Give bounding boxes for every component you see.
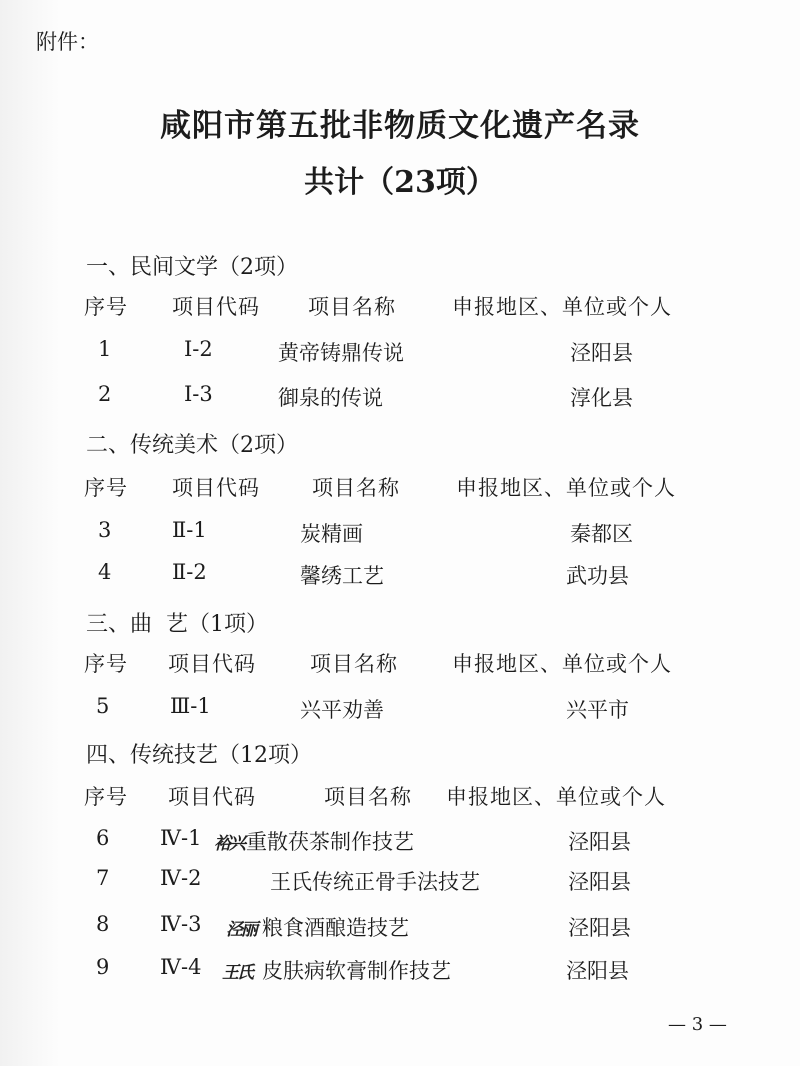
- row-region: 淳化县: [570, 386, 633, 410]
- row-num: 9: [96, 955, 110, 979]
- row-name: 粮食酒酿造技艺: [262, 916, 409, 940]
- header-name: 项目名称: [312, 476, 400, 500]
- handwritten-annotation: 泾丽: [226, 920, 256, 940]
- header-code: 项目代码: [172, 476, 260, 500]
- table-row: [0, 912, 800, 946]
- row-code: Ⅳ-2: [160, 866, 202, 890]
- header-region: 申报地区、单位或个人: [456, 476, 676, 500]
- table-row: [0, 866, 800, 900]
- row-num: 7: [96, 866, 110, 890]
- row-region: 泾阳县: [568, 916, 631, 940]
- row-name: 馨绣工艺: [300, 564, 384, 588]
- header-code: 项目代码: [168, 652, 256, 676]
- header-code: 项目代码: [172, 295, 260, 319]
- row-num: 2: [98, 382, 112, 406]
- row-region: 泾阳县: [570, 341, 633, 365]
- row-num: 5: [96, 694, 110, 718]
- row-name: 黄帝铸鼎传说: [278, 341, 404, 365]
- table-header: [0, 472, 800, 506]
- row-name: 兴平劝善: [300, 698, 384, 722]
- section-heading: 一、民间文学（2项）: [86, 255, 298, 280]
- table-row: [0, 337, 800, 371]
- row-name: 炭精画: [300, 522, 363, 546]
- document-title: 咸阳市第五批非物质文化遗产名录: [160, 108, 640, 144]
- row-num: 4: [98, 560, 112, 584]
- row-name: 御泉的传说: [278, 386, 383, 410]
- row-num: 1: [98, 337, 112, 361]
- table-row: [0, 518, 800, 552]
- header-num: 序号: [84, 785, 128, 809]
- header-num: 序号: [84, 295, 128, 319]
- table-row: [0, 694, 800, 728]
- handwritten-annotation: 裕兴: [214, 834, 244, 854]
- document-total: 共计（23项）: [304, 165, 496, 200]
- table-row: [0, 560, 800, 594]
- row-num: 6: [96, 826, 110, 850]
- header-region: 申报地区、单位或个人: [452, 295, 672, 319]
- table-row: [0, 955, 800, 989]
- header-num: 序号: [84, 652, 128, 676]
- row-region: 泾阳县: [566, 959, 629, 983]
- table-header: [0, 781, 800, 815]
- row-name: 重散茯茶制作技艺: [246, 830, 414, 854]
- row-code: Ⅱ-1: [172, 518, 207, 542]
- table-row: [0, 826, 800, 860]
- row-region: 泾阳县: [568, 830, 631, 854]
- header-name: 项目名称: [324, 785, 412, 809]
- header-name: 项目名称: [310, 652, 398, 676]
- row-code: Ⅱ-2: [172, 560, 207, 584]
- row-code: Ⅲ-1: [170, 694, 211, 718]
- table-header: [0, 291, 800, 325]
- row-code: Ⅰ-2: [184, 337, 213, 361]
- row-code: Ⅰ-3: [184, 382, 213, 406]
- section-heading: 三、曲 艺（1项）: [86, 612, 268, 637]
- handwritten-annotation: 王氏: [222, 963, 252, 983]
- row-code: Ⅳ-1: [160, 826, 202, 850]
- row-name: 皮肤病软膏制作技艺: [262, 959, 451, 983]
- table-header: [0, 648, 800, 682]
- header-region: 申报地区、单位或个人: [452, 652, 672, 676]
- header-num: 序号: [84, 476, 128, 500]
- section-heading: 二、传统美术（2项）: [86, 433, 298, 458]
- row-region: 武功县: [566, 564, 629, 588]
- row-num: 8: [96, 912, 110, 936]
- header-region: 申报地区、单位或个人: [446, 785, 666, 809]
- page-number: — 3 —: [668, 1014, 727, 1035]
- row-code: Ⅳ-3: [160, 912, 202, 936]
- header-code: 项目代码: [168, 785, 256, 809]
- header-name: 项目名称: [308, 295, 396, 319]
- row-region: 秦都区: [570, 522, 633, 546]
- attachment-label: 附件：: [36, 30, 99, 54]
- row-num: 3: [98, 518, 112, 542]
- row-code: Ⅳ-4: [160, 955, 202, 979]
- row-name: 王氏传统正骨手法技艺: [270, 870, 480, 894]
- row-region: 泾阳县: [568, 870, 631, 894]
- table-row: [0, 382, 800, 416]
- row-region: 兴平市: [566, 698, 629, 722]
- section-heading: 四、传统技艺（12项）: [86, 743, 312, 768]
